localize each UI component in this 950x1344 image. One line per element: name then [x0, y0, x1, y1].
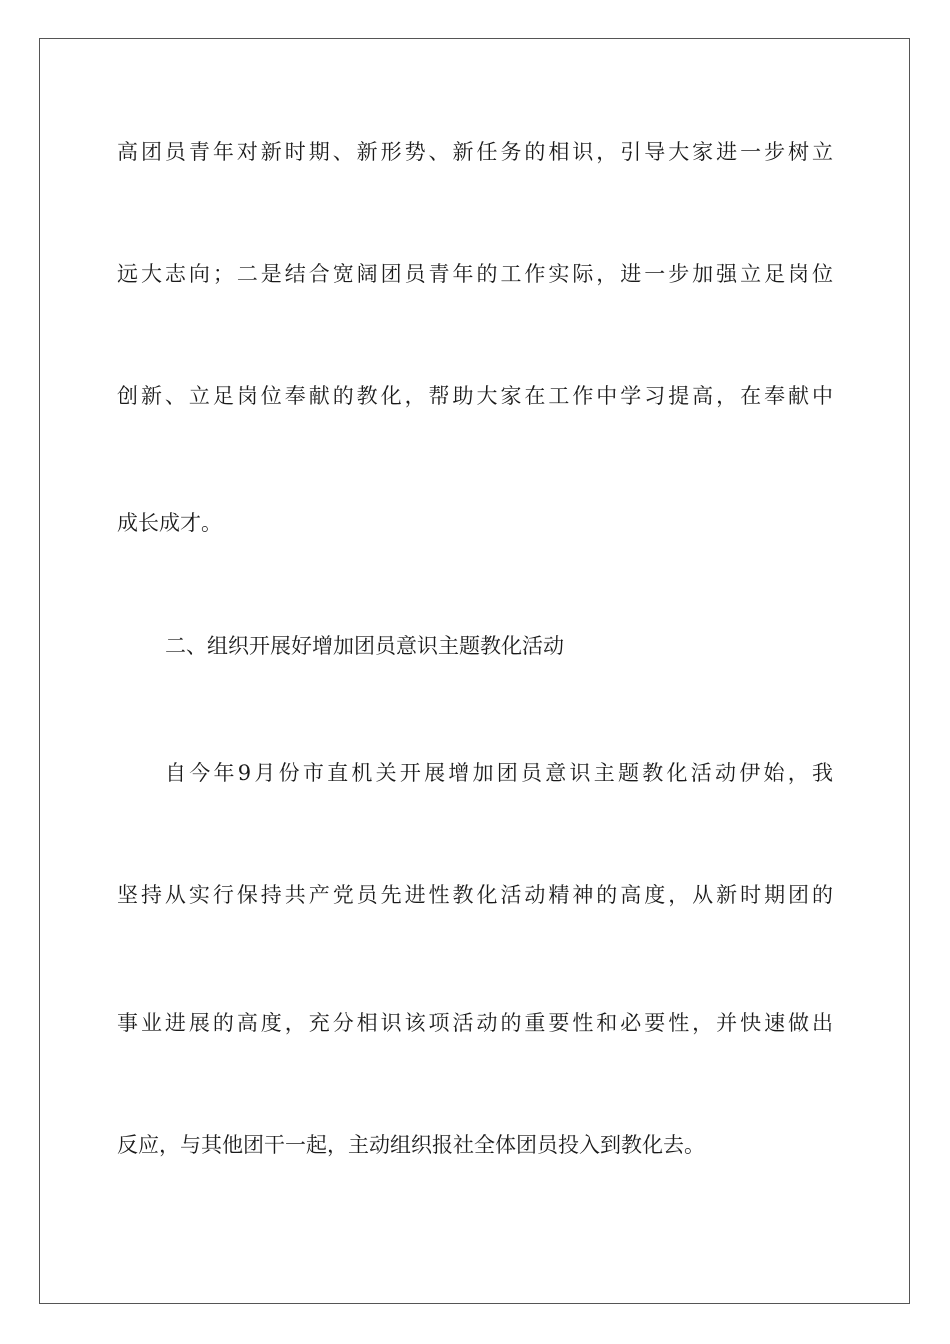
paragraph-2-line-1: 自今年9月份市直机关开展增加团员意识主题教化活动伊始，我	[165, 761, 833, 785]
paragraph-2-line-3: 事业进展的高度，充分相识该项活动的重要性和必要性，并快速做出	[117, 1011, 833, 1035]
paragraph-1-line-4: 成长成才。	[117, 511, 222, 535]
paragraph-1-line-3: 创新、立足岗位奉献的教化，帮助大家在工作中学习提高，在奉献中	[117, 384, 833, 408]
paragraph-1-line-1: 高团员青年对新时期、新形势、新任务的相识，引导大家进一步树立	[117, 140, 833, 164]
paragraph-1-line-2: 远大志向；二是结合宽阔团员青年的工作实际，进一步加强立足岗位	[117, 262, 833, 286]
paragraph-2-line-4: 反应，与其他团干一起，主动组织报社全体团员投入到教化去。	[117, 1133, 705, 1157]
paragraph-2-line-2: 坚持从实行保持共产党员先进性教化活动精神的高度，从新时期团的	[117, 883, 833, 907]
section-heading: 二、组织开展好增加团员意识主题教化活动	[165, 634, 564, 658]
page-border	[39, 38, 910, 1304]
